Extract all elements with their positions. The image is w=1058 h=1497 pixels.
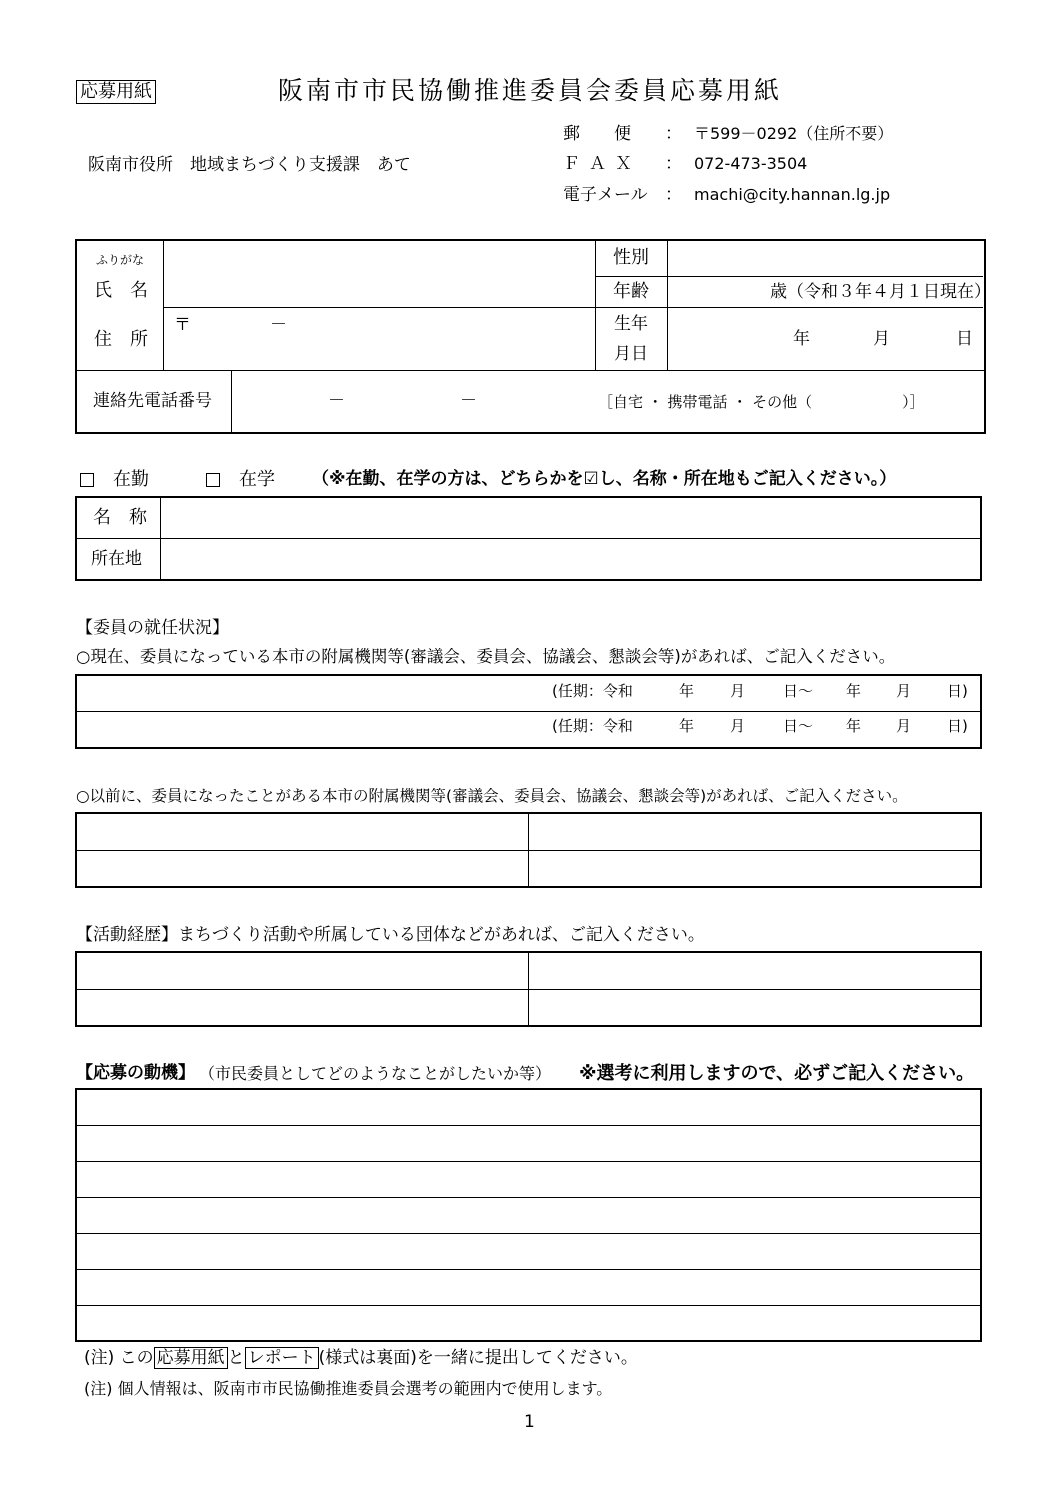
name-label: 氏 名	[94, 280, 148, 301]
recipient: 阪南市役所 地域まちづくり支援課 あて	[88, 155, 411, 175]
email-value: machi@city.hannan.lg.jp	[694, 185, 891, 204]
work-checkbox[interactable]	[80, 473, 94, 487]
activity-heading: 【活動経歴】まちづくり活動や所属している団体などがあれば、ご記入ください。	[76, 925, 705, 945]
birth-label-1: 生年	[614, 314, 648, 334]
email-colon: ：	[665, 185, 682, 205]
birth-label-2: 月日	[614, 344, 648, 364]
term-m2-1: 月	[896, 682, 912, 700]
current-committee-intro: ○現在、委員になっている本市の附属機関等(審議会、委員会、協議会、懇談会等)があれば、ご記入ください。	[76, 647, 896, 666]
workplace-location-label: 所在地	[91, 549, 142, 569]
fax-colon: ：	[665, 154, 682, 174]
term-m1-2: 月	[730, 717, 746, 735]
motive-heading: 【応募の動機】	[76, 1063, 195, 1083]
post-value: 〒599－0292（住所不要）	[694, 124, 894, 143]
term-prefix-2: (任期：令和	[552, 717, 633, 735]
study-label: 在学	[239, 469, 275, 490]
term-prefix-1: (任期：令和	[552, 682, 633, 700]
phone-dash-2: －	[460, 391, 477, 411]
fax-label: ＦＡＸ	[563, 154, 641, 174]
work-note: （※在勤、在学の方は、どちらかを☑し、名称・所在地もご記入ください。）	[312, 469, 897, 489]
gender-label: 性別	[613, 247, 649, 268]
phone-dash-1: －	[328, 391, 345, 411]
phone-label: 連絡先電話番号	[93, 391, 212, 411]
term-d2-2: 日)	[947, 717, 968, 735]
term-d1-2: 日～	[783, 717, 814, 735]
age-suffix: 歳（令和３年４月１日現在）	[770, 282, 991, 302]
birth-month: 月	[873, 329, 890, 349]
motive-table[interactable]	[75, 1088, 982, 1342]
term-y2-1: 年	[846, 682, 862, 700]
email-label: 電子メール	[563, 185, 648, 205]
post-label: 郵 便	[563, 124, 631, 144]
note-2: (注) 個人情報は、阪南市市民協働推進委員会選考の範囲内で使用します。	[84, 1379, 613, 1398]
name-field[interactable]	[166, 243, 592, 305]
form-badge: 応募用紙	[76, 80, 156, 104]
term-d1-1: 日～	[783, 682, 814, 700]
post-colon: ：	[665, 124, 682, 144]
term-m1-1: 月	[730, 682, 746, 700]
term-d2-1: 日)	[947, 682, 968, 700]
committee-heading: 【委員の就任状況】	[76, 618, 229, 638]
gender-field[interactable]	[670, 243, 982, 274]
study-checkbox[interactable]	[206, 473, 220, 487]
page-number: 1	[524, 1412, 535, 1432]
postal-dash: －	[270, 315, 287, 335]
term-y1-1: 年	[679, 682, 695, 700]
work-label: 在勤	[113, 469, 149, 490]
workplace-location-field[interactable]	[163, 540, 979, 578]
phone-types: ［自宅 ・ 携帯電話 ・ その他（ ）］	[598, 393, 925, 411]
term-y2-2: 年	[846, 717, 862, 735]
page-title: 阪南市市民協働推進委員会委員応募用紙	[278, 76, 783, 105]
term-m2-2: 月	[896, 717, 912, 735]
motive-note: ※選考に利用しますので、必ずご記入ください。	[579, 1063, 975, 1084]
note-1: (注) この 応募用紙 と レポート (様式は裏面)を一緒に提出してください。	[84, 1348, 638, 1368]
address-label: 住 所	[94, 329, 148, 350]
furigana-label: ふりがな	[96, 253, 145, 267]
motive-sub: （市民委員としてどのようなことがしたいか等）	[199, 1064, 552, 1083]
postal-mark: 〒	[174, 315, 191, 335]
birth-year: 年	[793, 329, 810, 349]
fax-value: 072-473-3504	[694, 154, 808, 173]
workplace-name-field[interactable]	[163, 499, 979, 537]
age-label: 年齢	[613, 281, 649, 302]
address-field[interactable]	[166, 310, 592, 368]
birth-day: 日	[956, 329, 973, 349]
past-committee-intro: ○以前に、委員になったことがある本市の附属機関等(審議会、委員会、協議会、懇談会等)があれば、ご記入ください。	[76, 787, 908, 805]
term-y1-2: 年	[679, 717, 695, 735]
workplace-name-label: 名 称	[93, 507, 147, 528]
